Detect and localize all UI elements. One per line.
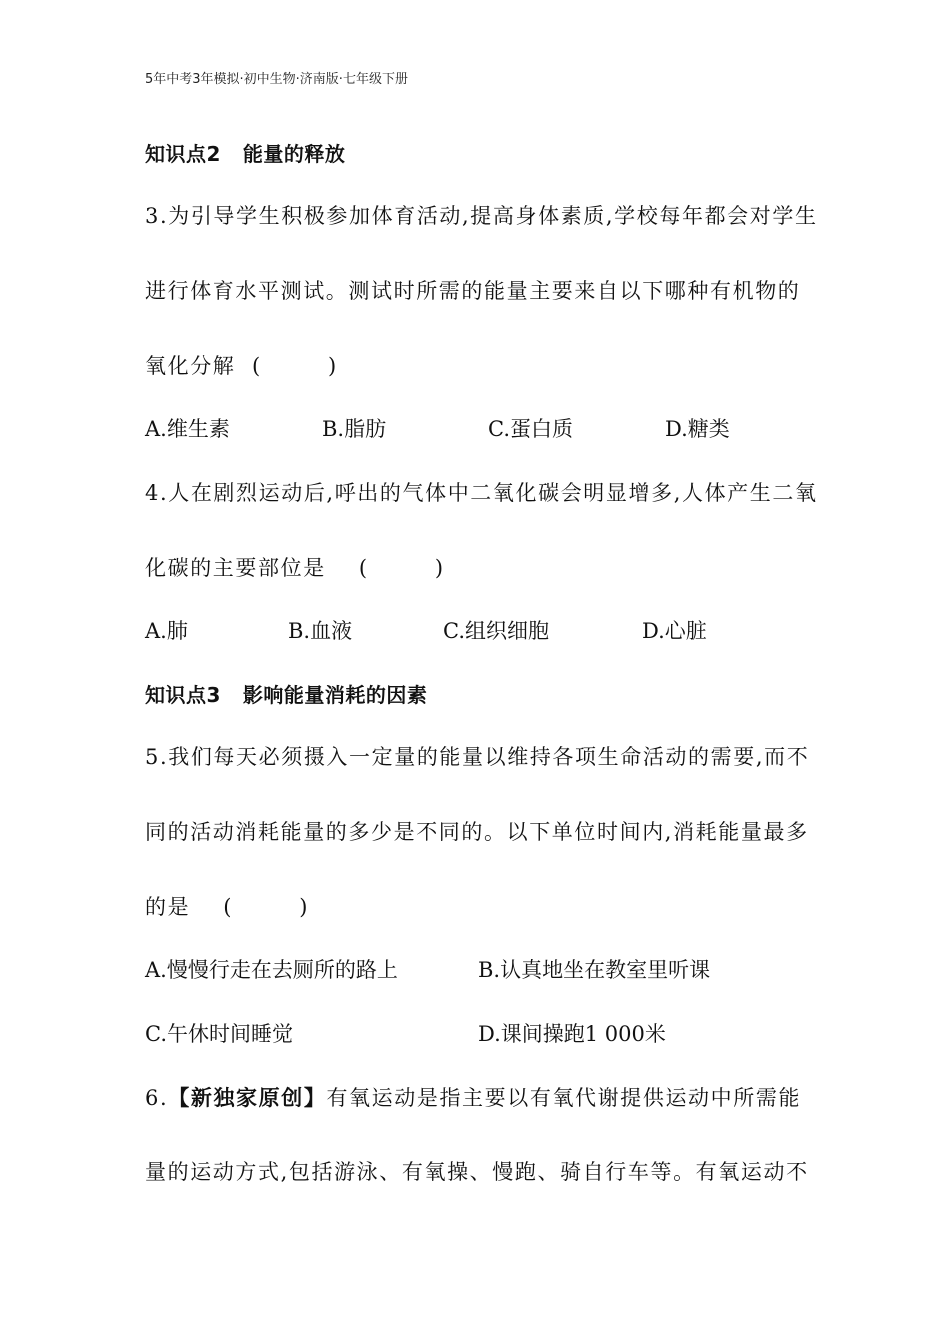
section-heading-2	[145, 138, 345, 167]
q3-line-3: 氧化分解 ( )	[145, 354, 338, 378]
q4-option-d: D.心脏	[642, 619, 707, 643]
q5-option-a: A.慢慢行走在去厕所的路上	[145, 958, 398, 982]
section-heading-3	[145, 679, 427, 708]
q3-option-b: B.脂肪	[322, 417, 387, 441]
q5-option-b: B.认真地坐在教室里听课	[478, 958, 711, 982]
section-label: 知识点3	[145, 683, 221, 707]
q4-option-c: C.组织细胞	[443, 619, 549, 643]
q3-option-a: A.维生素	[145, 417, 230, 441]
q5-line-2: 同的活动消耗能量的多少是不同的。以下单位时间内,消耗能量最多	[145, 820, 809, 844]
q4-option-b: B.血液	[288, 619, 353, 643]
q3-option-d: D.糖类	[665, 417, 730, 441]
page-header: 5年中考3年模拟·初中生物·济南版·七年级下册	[145, 72, 408, 87]
q6-line-1-text: 有氧运动是指主要以有氧代谢提供运动中所需能	[326, 1086, 802, 1110]
q5-option-c: C.午休时间睡觉	[145, 1022, 293, 1046]
section-title: 影响能量消耗的因素	[242, 683, 428, 707]
q3-option-c: C.蛋白质	[488, 417, 573, 441]
section-title: 能量的释放	[242, 142, 346, 166]
q4-option-a: A.肺	[145, 619, 188, 643]
q3-line-1: 3.为引导学生积极参加体育活动,提高身体素质,学校每年都会对学生	[145, 204, 818, 228]
q6-number: 6.	[145, 1086, 169, 1110]
q6-tag: 【新独家原创】	[168, 1086, 327, 1110]
q3-line-2: 进行体育水平测试。测试时所需的能量主要来自以下哪种有机物的	[145, 279, 801, 303]
q5-option-d: D.课间操跑1 000米	[478, 1022, 666, 1046]
q4-line-2: 化碳的主要部位是 ( )	[145, 556, 445, 580]
q5-line-1: 5.我们每天必须摄入一定量的能量以维持各项生命活动的需要,而不	[145, 745, 810, 769]
q6-line-1	[145, 1082, 801, 1112]
q4-line-1: 4.人在剧烈运动后,呼出的气体中二氧化碳会明显增多,人体产生二氧	[145, 481, 818, 505]
section-label: 知识点2	[145, 142, 221, 166]
q5-line-3: 的是 ( )	[145, 895, 310, 919]
q6-line-2: 量的运动方式,包括游泳、有氧操、慢跑、骑自行车等。有氧运动不	[145, 1160, 809, 1184]
